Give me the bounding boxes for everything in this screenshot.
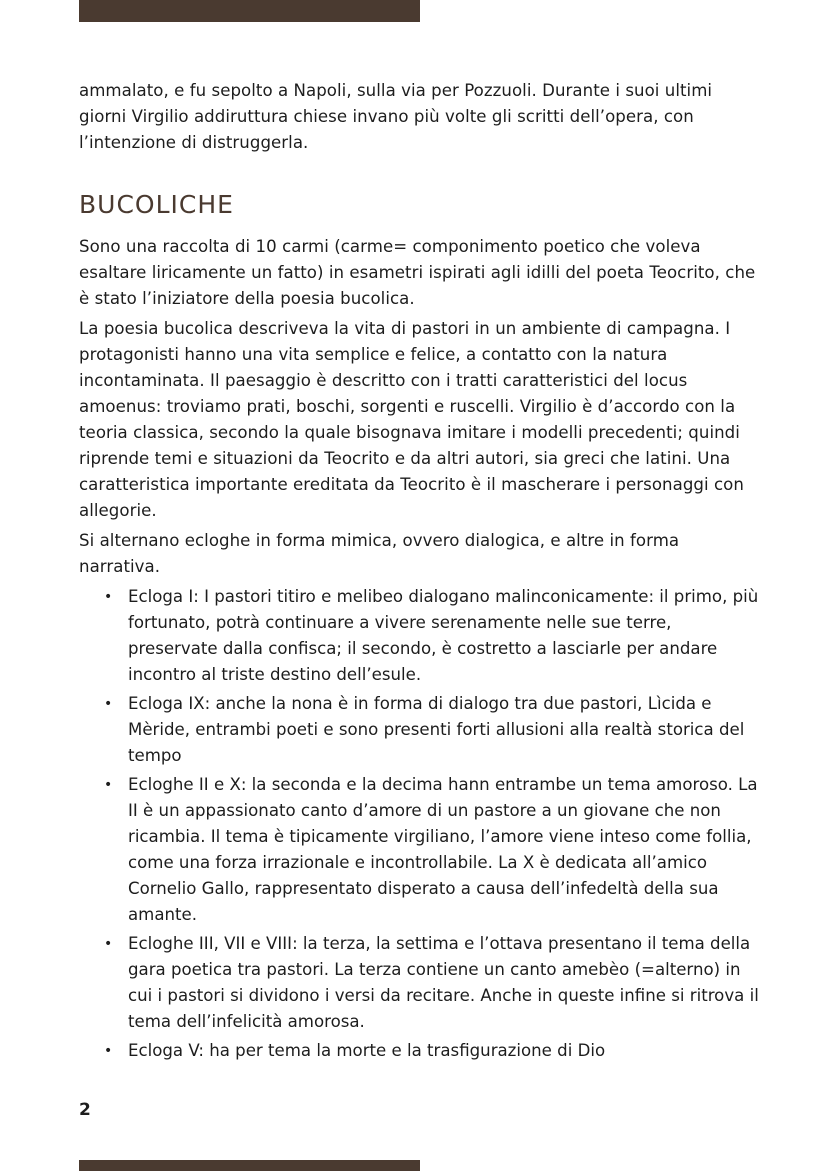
list-item-ecloga-i (79, 584, 759, 688)
list-item-text: Ecloghe II e X: la seconda e la decima hann entrambe un tema amoroso. La II è un appassionato canto d’amore di un pastore a un giovane che non ricambia. Il tema è tipicamente virgiliano, l’amore viene inteso come follia, come una forza irrazionale e incontrollabile. La X è dedicata all’amico Cornelio Gallo, rappresentato disperato a causa dell’infedeltà della sua amante. (128, 775, 758, 924)
page-number: 2 (79, 1100, 91, 1120)
list-item-text: Ecloga I: I pastori titiro e melibeo dialogano malinconicamente: il primo, più fortunato, potrà continuare a vivere serenamente nelle sue terre, preservate dalla confisca; il secondo, è costretto a lasciarle per andare incontro al triste destino dell’esule. (128, 587, 759, 684)
footer-decorative-bar (79, 1160, 420, 1171)
bullet-icon: • (104, 1043, 113, 1059)
list-item-ecloga-v (79, 1038, 759, 1064)
eclogues-list (79, 584, 759, 1064)
header-decorative-bar (79, 0, 420, 22)
bullet-icon: • (104, 589, 113, 605)
paragraph-poesia-bucolica: La poesia bucolica descriveva la vita di pastori in un ambiente di campagna. I protagonisti hanno una vita semplice e felice, a contatto con la natura incontaminata. Il paesaggio è descritto con i tratti caratteristici del locus amoenus: troviamo prati, boschi, sorgenti e ruscelli. Virgilio è d’accordo con la teoria classica, secondo la quale bisognava imitare i modelli precedenti; quindi riprende temi e situazioni da Teocrito e da altri autori, sia greci che latini. Una caratteristica importante ereditata da Teocrito è il mascherare i personaggi con allegorie. (79, 319, 744, 520)
list-item-ecloghe-iii-vii-viii (79, 931, 759, 1035)
paragraph-ecloghe-forma: Si alternano ecloghe in forma mimica, ovvero dialogica, e altre in forma narrativa. (79, 531, 680, 576)
page-content (79, 78, 759, 1067)
list-item-text: Ecloga V: ha per tema la morte e la trasfigurazione di Dio (128, 1041, 606, 1060)
list-item-text: Ecloga IX: anche la nona è in forma di dialogo tra due pastori, Lìcida e Mèride, entrambi poeti e sono presenti forti allusioni alla realtà storica del tempo (128, 694, 745, 765)
section-title: BUCOLICHE (79, 190, 234, 219)
list-item-ecloga-ix (79, 691, 759, 769)
bullet-icon: • (104, 777, 113, 793)
intro-paragraph: ammalato, e fu sepolto a Napoli, sulla via per Pozzuoli. Durante i suoi ultimi giorni Virgilio addiruttura chiese invano più volte gli scritti dell’opera, con l’intenzione di distruggerla. (79, 81, 713, 152)
list-item-ecloghe-ii-x (79, 772, 759, 928)
bullet-icon: • (104, 936, 113, 952)
paragraph-raccolta: Sono una raccolta di 10 carmi (carme= componimento poetico che voleva esaltare liricamente un fatto) in esametri ispirati agli idilli del poeta Teocrito, che è stato l’iniziatore della poesia bucolica. (79, 237, 756, 308)
bullet-icon: • (104, 696, 113, 712)
list-item-text: Ecloghe III, VII e VIII: la terza, la settima e l’ottava presentano il tema della gara poetica tra pastori. La terza contiene un canto amebèo (=alterno) in cui i pastori si dividono i versi da recitare. Anche in queste infine si ritrova il tema dell’infelicità amorosa. (128, 934, 759, 1031)
